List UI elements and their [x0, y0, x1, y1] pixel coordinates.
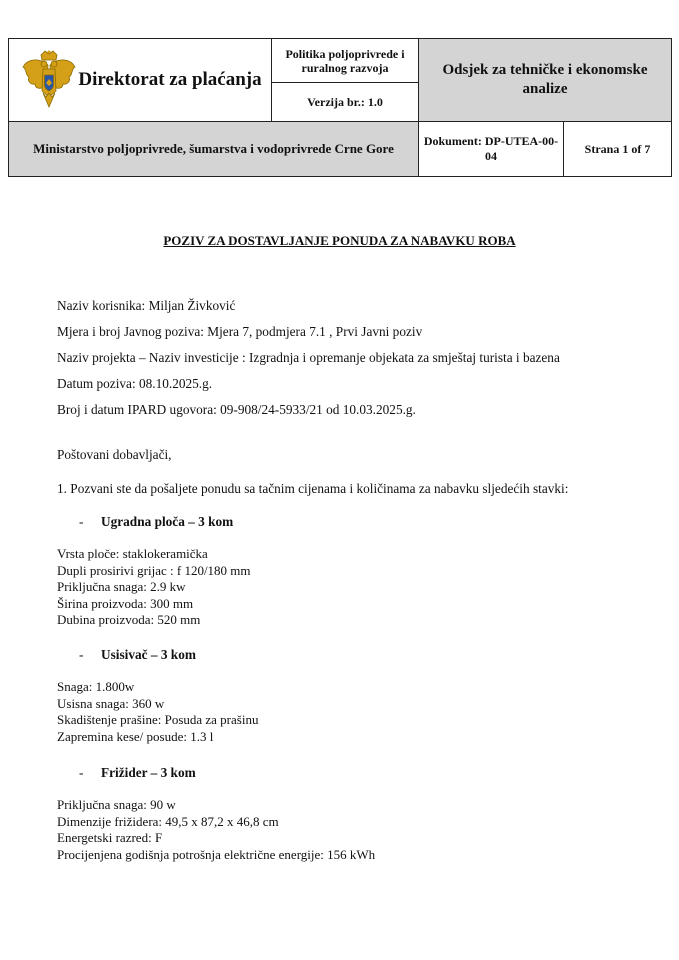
- department-cell: Odsjek za tehničke i ekonomske analize: [419, 39, 672, 122]
- measure-line: Mjera i broj Javnog poziva: Mjera 7, podmjera 7.1 , Prvi Javni poziv: [57, 324, 423, 339]
- spec-line: Dimenzije frižidera: 49,5 x 87,2 x 46,8 cm: [57, 813, 279, 829]
- item-bullet: -: [79, 647, 84, 662]
- item-bullet: -: [79, 514, 84, 529]
- policy-cell: Politika poljoprivrede i ruralnog razvoja: [272, 39, 419, 83]
- intro-paragraph: 1. Pozvani ste da pošaljete ponudu sa tačnim cijenama i količinama za nabavku sljedećih stavki:: [57, 481, 569, 496]
- item-heading: [79, 765, 196, 781]
- greeting: Poštovani dobavljači,: [57, 447, 172, 462]
- spec-line: Procijenjena godišnja potrošnja električne energije: 156 kWh: [57, 846, 376, 862]
- spec-line: Zapremina kese/ posude: 1.3 l: [57, 728, 214, 744]
- spec-line: Dupli prosirivi grijac : f 120/180 mm: [57, 562, 251, 578]
- item-title: Ugradna ploča – 3 kom: [101, 514, 234, 529]
- item-heading: [79, 647, 196, 663]
- spec-line: Snaga: 1.800w: [57, 679, 135, 694]
- item-specs: [57, 797, 375, 863]
- item-specs: [57, 679, 258, 745]
- spec-line: Energetski razred: F: [57, 830, 163, 845]
- spec-line: Priključna snaga: 2.9 kw: [57, 579, 186, 594]
- page-number-cell: Strana 1 of 7: [564, 122, 672, 177]
- version-cell: Verzija br.: 1.0: [272, 83, 419, 122]
- item-title: Frižider – 3 kom: [101, 765, 196, 780]
- item-bullet: -: [79, 765, 84, 780]
- spec-line: Priključna snaga: 90 w: [57, 797, 176, 812]
- item-heading: [79, 514, 233, 530]
- item-title: Usisivač – 3 kom: [101, 647, 196, 662]
- spec-line: Dubina proizvoda: 520 mm: [57, 612, 201, 627]
- spec-line: Skadištenje prašine: Posuda za prašinu: [57, 712, 259, 727]
- date-line: Datum poziva: 08.10.2025.g.: [57, 376, 213, 391]
- document-number-cell: Dokument: DP-UTEA-00-04: [419, 122, 564, 177]
- document-title: POZIV ZA DOSTAVLJANJE PONUDA ZA NABAVKU ROBA: [163, 233, 516, 248]
- contract-line: Broj i datum IPARD ugovora: 09-908/24-5933/21 od 10.03.2025.g.: [57, 402, 416, 417]
- spec-line: Usisna snaga: 360 w: [57, 695, 165, 711]
- item-specs: [57, 546, 251, 629]
- directorate-title: Direktorat za plaćanja: [78, 69, 262, 90]
- spec-line: Širina proizvoda: 300 mm: [57, 595, 194, 611]
- beneficiary-line: Naziv korisnika: Miljan Živković: [57, 298, 236, 313]
- ministry-cell: Ministarstvo poljoprivrede, šumarstva i vodoprivrede Crne Gore: [9, 122, 419, 177]
- spec-line: Vrsta ploče: staklokeramička: [57, 546, 208, 561]
- project-line: Naziv projekta – Naziv investicije : Izgradnja i opremanje objekata za smještaj turista i bazena: [57, 350, 560, 365]
